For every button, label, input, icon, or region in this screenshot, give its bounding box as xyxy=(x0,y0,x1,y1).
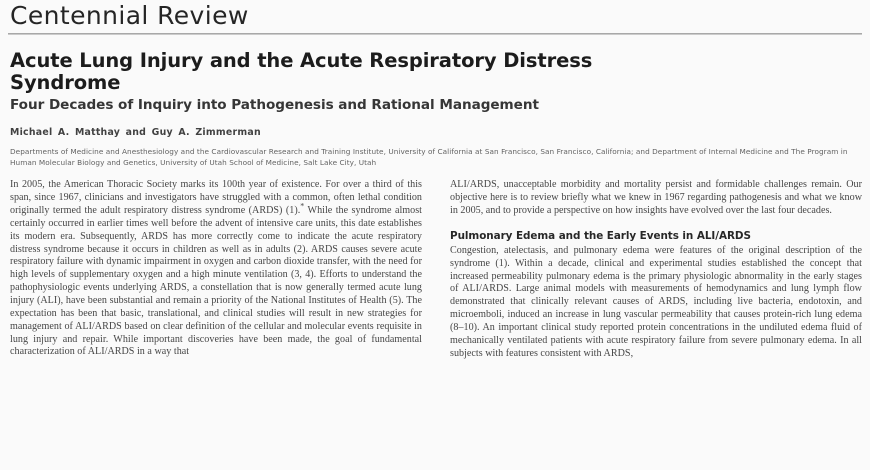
article-authors: Michael A. Matthay and Guy A. Zimmerman xyxy=(10,127,261,139)
paragraph-intro-part-a: In 2005, the American Thoracic Society marks its 100th year of existence. For over a third of this span, since 1967, clinicians and investigators have struggled with a common, often lethal condition originally termed the adult respiratory distress syndrome (ARDS) (1). xyxy=(10,179,422,217)
article-subtitle: Four Decades of Inquiry into Pathogenesis and Rational Management xyxy=(10,96,539,113)
masthead xyxy=(8,0,862,35)
paragraph-pulmonary-edema: Congestion, atelectasis, and pulmonary edema were features of the original description of the syndrome (1). Within a decade, clinical and experimental studies established the concept that increased permeability pulmonary edema is the primary physiologic abnormality in the early stages of ALI/ARDS. Large animal models with measurements of hemodynamics and lung lymph flow demonstrated that clinically relevant causes of ARDS, including live bacteria, endotoxin, and microemboli, induced an increase in lung vascular permeability that causes protein-rich lung edema (8–10). An important clinical study reported protein concentrations in the undiluted edema fluid of mechanically ventilated patients with acute respiratory failure from severe pulmonary edema. In all subjects with features consistent with ARDS, xyxy=(450,244,862,359)
article-title: Acute Lung Injury and the Acute Respiratory Distress Syndrome xyxy=(10,48,593,95)
masthead-divider xyxy=(8,33,862,35)
paragraph-intro-continued: ALI/ARDS, unacceptable morbidity and mortality persist and formidable challenges remain. Our objective here is to review briefly what we knew in 1967 regarding pathogenesis and what we know in 2005, and to provide a perspective on how insights have evolved over the last four decades. xyxy=(450,179,862,217)
paragraph-intro xyxy=(10,179,422,359)
masthead-title: Centennial Review xyxy=(10,1,249,30)
section-heading-pulmonary-edema: Pulmonary Edema and the Early Events in ALI/ARDS xyxy=(450,229,751,242)
article-affiliations: Departments of Medicine and Anesthesiology and the Cardiovascular Research and Training Institute, University of California at San Francisco, San Francisco, California; and Department of Internal Medicine and The Program in Human Molecular Biology and Genetics, University of Utah School of Medicine, Salt Lake City, Utah xyxy=(10,147,848,167)
column-left xyxy=(10,179,422,360)
footnote-marker: * xyxy=(300,201,305,211)
paragraph-intro-part-b: While the syndrome almost certainly occurred in earlier times well before the advent of intensive care units, this date establishes its modern era. Subsequently, ARDS has more correctly come to indicate the acute respiratory distress syndrome because it occurs in children as well as in adults (2). ARDS causes severe acute respiratory failure with dynamic impairment in oxygen and carbon dioxide transfer, with the need for high levels of supplementary oxygen and a high minute ventilation (3, 4). Efforts to understand the pathophysiologic events underlying ARDS, a constellation that is now generally termed acute lung injury (ALI), have been substantial and remain a priority of the National Institutes of Health (5). The expectation has been that basic, translational, and clinical studies will result in new strategies for management of ALI/ARDS based on clear definition of the cellular and molecular events requisite in lung injury and repair. While important discoveries have been made, the goal of fundamental characterization of ALI/ARDS in a way that xyxy=(10,205,422,358)
article-title-block xyxy=(8,50,862,114)
article-body xyxy=(8,179,862,360)
column-right xyxy=(450,179,862,360)
